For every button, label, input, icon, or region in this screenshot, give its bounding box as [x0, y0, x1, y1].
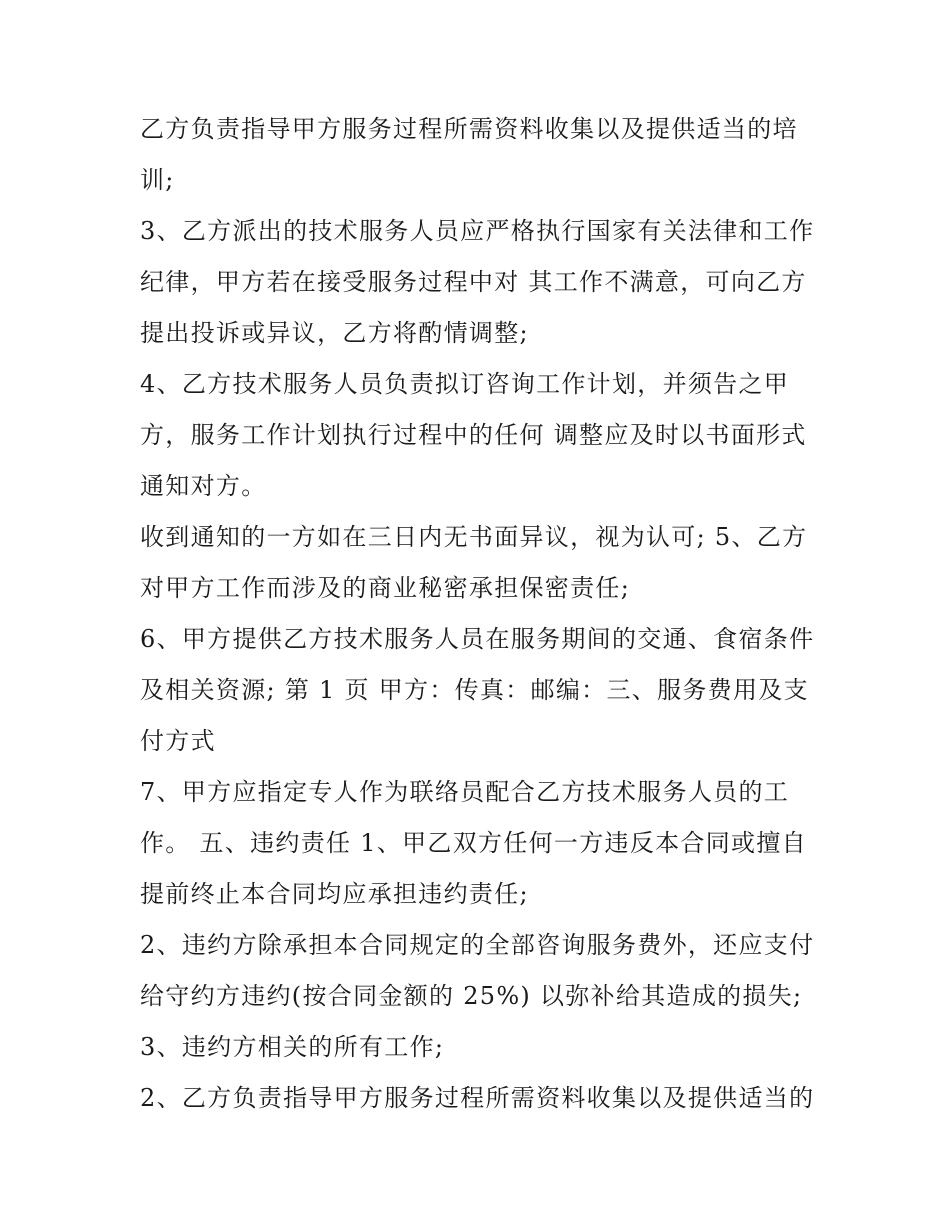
document-body	[140, 104, 820, 1124]
paragraph-notice: 收到通知的一方如在三日内无书面异议，视为认可; 5、乙方对甲方工作而涉及的商业秘密承担保密责任;	[140, 523, 808, 602]
paragraph-clause-6: 6、甲方提供乙方技术服务人员在服务期间的交通、食宿条件及相关资源; 第 1 页 甲方：传真：邮编：三、服务费用及支付方式	[140, 625, 815, 755]
paragraph-clause-7: 7、甲方应指定专人作为联络员配合乙方技术服务人员的工作。 五、违约责任 1、甲乙双方任何一方违反本合同或擅自提前终止本合同均应承担违约责任;	[140, 778, 807, 908]
paragraph-breach: 2、违约方除承担本合同规定的全部咨询服务费外，还应支付给守约方违约(按合同金额的 25%) 以弥补给其造成的损失; 3、违约方相关的所有工作;	[140, 931, 815, 1061]
paragraph-clause-4: 4、乙方技术服务人员负责拟订咨询工作计划，并须告之甲方，服务工作计划执行过程中的任何 调整应及时以书面形式通知对方。	[140, 370, 807, 500]
paragraph-clause-2-repeat: 2、乙方负责指导甲方服务过程所需资料收集以及提供适当的	[140, 1084, 815, 1112]
paragraph-clause-3: 3、乙方派出的技术服务人员应严格执行国家有关法律和工作纪律，甲方若在接受服务过程中对 其工作不满意，可向乙方提出投诉或异议，乙方将酌情调整;	[140, 217, 815, 347]
paragraph-training: 乙方负责指导甲方服务过程所需资料收集以及提供适当的培训;	[140, 115, 798, 194]
